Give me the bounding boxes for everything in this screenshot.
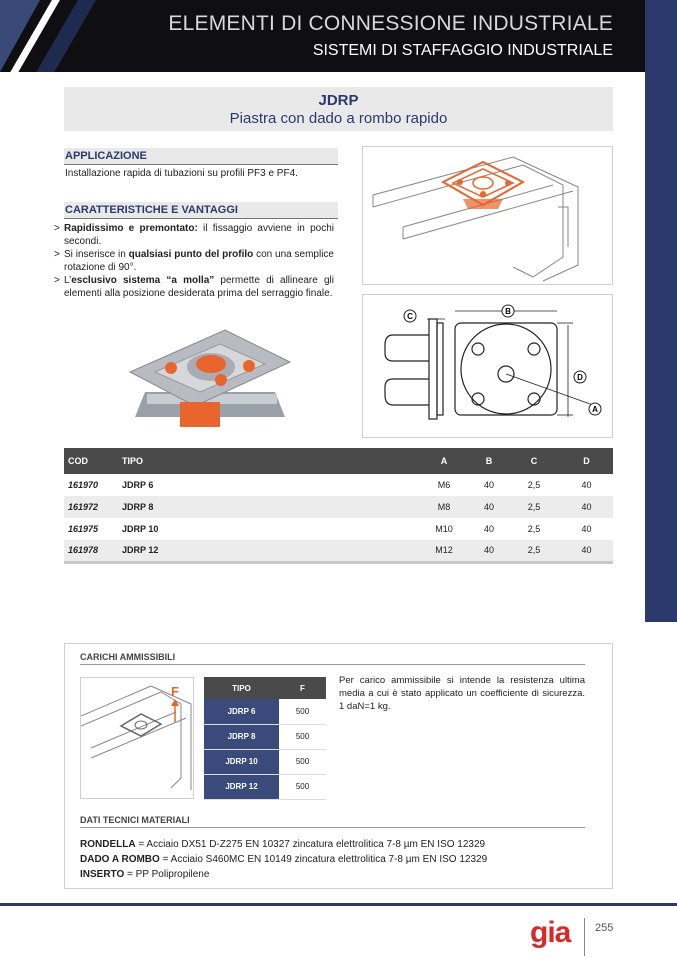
col-header: D bbox=[560, 448, 613, 474]
dimension-drawing bbox=[362, 294, 613, 438]
table-row: 161972 JDRP 8 M8 40 2,5 40 bbox=[64, 496, 613, 518]
col-header: B bbox=[470, 448, 508, 474]
material-item: DADO A ROMBO = Acciaio S460MC EN 10149 zincatura elettrolitica 7-8 µm EN ISO 12329 bbox=[80, 854, 488, 865]
col-header: TIPO bbox=[204, 677, 279, 699]
dim-label-b: B bbox=[505, 307, 511, 316]
table-row: 161975 JDRP 10 M10 40 2,5 40 bbox=[64, 518, 613, 540]
dim-label-a: A bbox=[592, 405, 598, 414]
header-subtitle: SISTEMI DI STAFFAGGIO INDUSTRIALE bbox=[312, 42, 613, 59]
table-row: JDRP 10 500 bbox=[204, 749, 326, 774]
loads-table bbox=[204, 677, 326, 800]
installation-drawing bbox=[362, 146, 613, 285]
materials-list bbox=[80, 837, 487, 882]
dimension-svg bbox=[363, 295, 612, 437]
loads-heading: CARICHI AMMISSIBILI bbox=[80, 652, 585, 665]
channel-drawing bbox=[363, 147, 612, 284]
feature-item: > Rapidissimo e premontato: il fissaggio avviene in pochi secondi. bbox=[54, 222, 334, 248]
col-header: F bbox=[279, 677, 326, 699]
col-header: TIPO bbox=[118, 448, 418, 474]
col-header: A bbox=[418, 448, 470, 474]
application-text: Installazione rapida di tubazioni su profili PF3 e PF4. bbox=[65, 168, 298, 179]
application-heading: APPLICAZIONE bbox=[64, 148, 338, 165]
page-number: 255 bbox=[595, 922, 614, 934]
product-photo bbox=[125, 322, 295, 432]
table-row: 161978 JDRP 12 M12 40 2,5 40 bbox=[64, 540, 613, 562]
side-tab bbox=[645, 0, 677, 622]
table-row: JDRP 8 500 bbox=[204, 724, 326, 749]
brand-logo: gia bbox=[530, 916, 571, 949]
col-header: C bbox=[508, 448, 560, 474]
product-table bbox=[64, 448, 613, 564]
materials-heading: DATI TECNICI MATERIALI bbox=[80, 815, 585, 828]
page-header bbox=[0, 0, 677, 72]
header-stripe bbox=[32, 0, 98, 72]
footer-separator bbox=[584, 918, 585, 956]
product-name: Piastra con dado a rombo rapido bbox=[229, 110, 448, 127]
features-heading: CARATTERISTICHE E VANTAGGI bbox=[64, 202, 338, 219]
material-item: RONDELLA = Acciaio DX51 D-Z275 EN 10327 zincatura elettrolitica 7-8 µm EN ISO 12329 bbox=[80, 839, 486, 850]
loads-note: Per carico ammissibile si intende la resistenza ultima media a cui è stato applicato un coefficiente di sicurezza. 1 daN=1 kg. bbox=[339, 675, 585, 712]
col-header: COD bbox=[64, 448, 118, 474]
table-row: JDRP 12 500 bbox=[204, 774, 326, 799]
product-code: JDRP bbox=[318, 92, 359, 109]
dim-label-d: D bbox=[577, 373, 583, 382]
feature-item: > Si inserisce in qualsiasi punto del profilo con una semplice rotazione di 90°. bbox=[54, 248, 334, 274]
feature-item: > L’esclusivo sistema “a molla” permette di allineare gli elementi alla posizione desiderata prima del serraggio finale. bbox=[54, 274, 334, 300]
table-row: 161970 JDRP 6 M6 40 2,5 40 bbox=[64, 474, 613, 496]
product-title-box bbox=[64, 87, 613, 131]
load-drawing bbox=[80, 677, 194, 799]
header-title: ELEMENTI DI CONNESSIONE INDUSTRIALE bbox=[168, 12, 613, 35]
dim-label-c: C bbox=[407, 312, 413, 321]
material-item: INSERTO = PP Polipropilene bbox=[80, 869, 210, 880]
footer-line bbox=[0, 903, 677, 906]
force-label: F bbox=[171, 684, 179, 699]
features-list bbox=[54, 222, 334, 300]
table-row: JDRP 6 500 bbox=[204, 699, 326, 724]
